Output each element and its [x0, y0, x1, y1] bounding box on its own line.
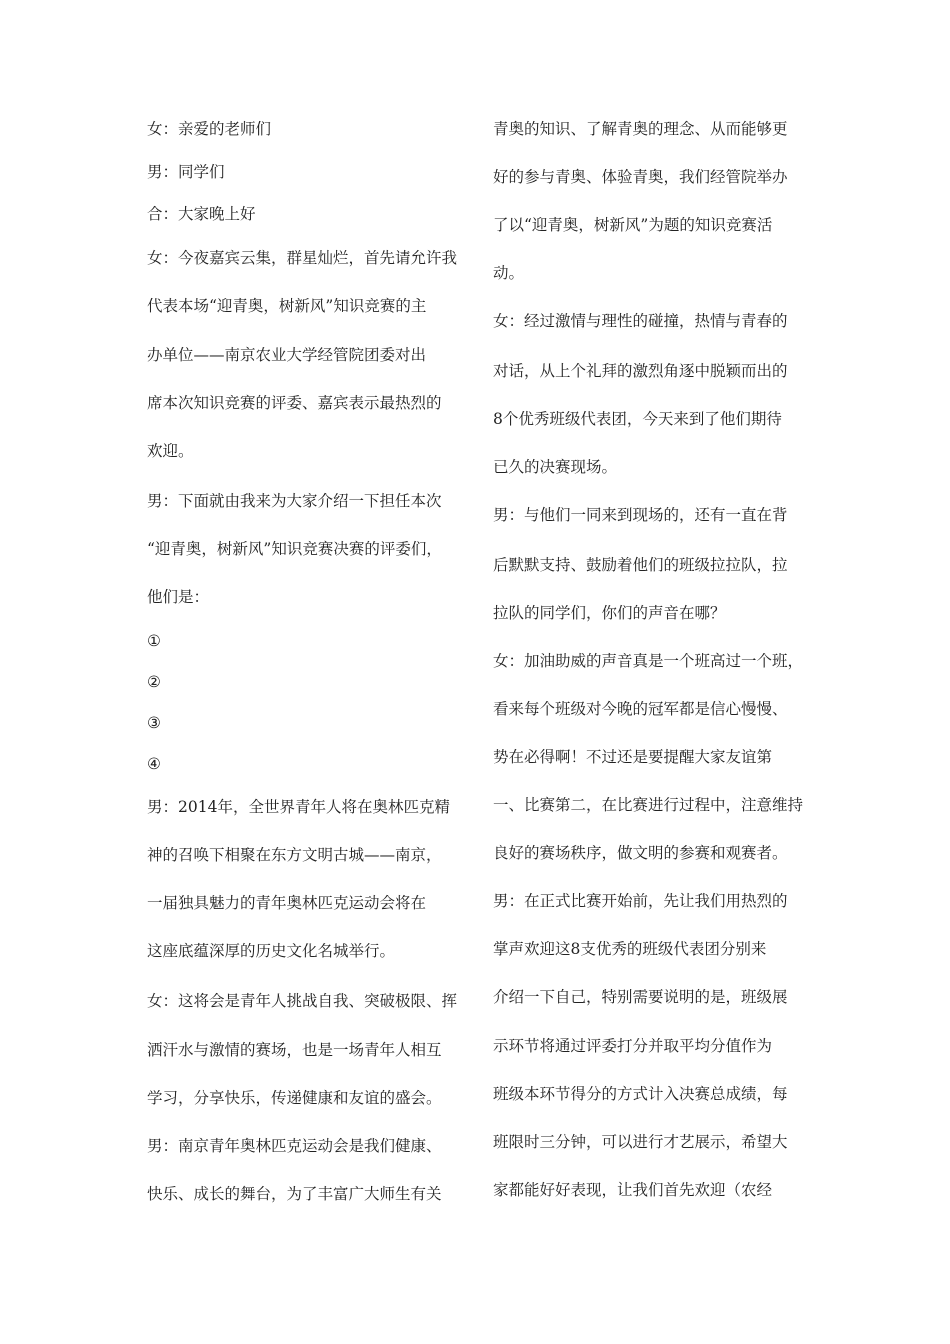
text-line: ④	[147, 755, 161, 773]
text-line: 席本次知识竞赛的评委、嘉宾表示最热烈的	[147, 394, 442, 412]
text-line: 男：2014年，全世界青年人将在奥林匹克精	[147, 798, 450, 816]
text-line: ②	[147, 673, 161, 691]
text-line: 合：大家晚上好	[147, 205, 256, 223]
text-line: 一、比赛第二，在比赛进行过程中，注意维持	[493, 796, 804, 814]
text-line: 男：同学们	[147, 163, 225, 181]
text-line: 动。	[493, 264, 525, 282]
text-line: 学习，分享快乐，传递健康和友谊的盛会。	[147, 1089, 442, 1107]
text-line: 洒汗水与激情的赛场，也是一场青年人相互	[147, 1041, 442, 1059]
text-line: 代表本场“迎青奥，树新风”知识竞赛的主	[147, 297, 427, 315]
text-line: 良好的赛场秩序，做文明的参赛和观赛者。	[493, 844, 788, 862]
text-line: 这座底蕴深厚的历史文化名城举行。	[147, 942, 396, 960]
text-line: 女：加油助威的声音真是一个班高过一个班，	[493, 652, 804, 670]
text-line: 势在必得啊！不过还是要提醒大家友谊第	[493, 748, 773, 766]
text-line: 他们是：	[147, 588, 210, 606]
text-line: 后默默支持、鼓励着他们的班级拉拉队，拉	[493, 556, 788, 574]
text-line: 女：这将会是青年人挑战自我、突破极限、挥	[147, 992, 458, 1010]
text-line: ③	[147, 714, 161, 732]
text-line: 办单位——南京农业大学经管院团委对出	[147, 346, 427, 364]
text-line: 男：与他们一同来到现场的，还有一直在背	[493, 506, 788, 524]
text-line: 掌声欢迎这8支优秀的班级代表团分别来	[493, 940, 767, 958]
text-line: 8个优秀班级代表团，今天来到了他们期待	[493, 410, 782, 428]
text-line: 班限时三分钟，可以进行才艺展示，希望大	[493, 1133, 788, 1151]
text-line: 好的参与青奥、体验青奥，我们经管院举办	[493, 168, 788, 186]
text-line: “迎青奥，树新风”知识竞赛决赛的评委们，	[147, 540, 442, 558]
text-line: 男：在正式比赛开始前，先让我们用热烈的	[493, 892, 788, 910]
text-line: 介绍一下自己，特别需要说明的是，班级展	[493, 988, 788, 1006]
text-line: 已久的决赛现场。	[493, 458, 618, 476]
text-line: 看来每个班级对今晚的冠军都是信心慢慢、	[493, 700, 788, 718]
text-line: 女：今夜嘉宾云集，群星灿烂，首先请允许我	[147, 249, 458, 267]
text-line: 家都能好好表现，让我们首先欢迎（农经	[493, 1181, 773, 1199]
text-line: 男：下面就由我来为大家介绍一下担任本次	[147, 492, 442, 510]
text-line: 对话，从上个礼拜的激烈角逐中脱颖而出的	[493, 362, 788, 380]
text-line: 快乐、成长的舞台，为了丰富广大师生有关	[147, 1185, 442, 1203]
text-line: 了以“迎青奥，树新风”为题的知识竞赛活	[493, 216, 773, 234]
text-line: 班级本环节得分的方式计入决赛总成绩，每	[493, 1085, 788, 1103]
text-line: 神的召唤下相聚在东方文明古城——南京，	[147, 846, 442, 864]
text-line: 女：经过激情与理性的碰撞，热情与青春的	[493, 312, 788, 330]
text-line: 拉队的同学们，你们的声音在哪？	[493, 604, 726, 622]
text-line: 示环节将通过评委打分并取平均分值作为	[493, 1037, 773, 1055]
text-line: 男：南京青年奥林匹克运动会是我们健康、	[147, 1137, 442, 1155]
text-line: 女：亲爱的老师们	[147, 120, 272, 138]
text-line: ①	[147, 632, 161, 650]
text-line: 欢迎。	[147, 442, 194, 460]
text-line: 青奥的知识、了解青奥的理念、从而能够更	[493, 120, 788, 138]
text-line: 一届独具魅力的青年奥林匹克运动会将在	[147, 894, 427, 912]
